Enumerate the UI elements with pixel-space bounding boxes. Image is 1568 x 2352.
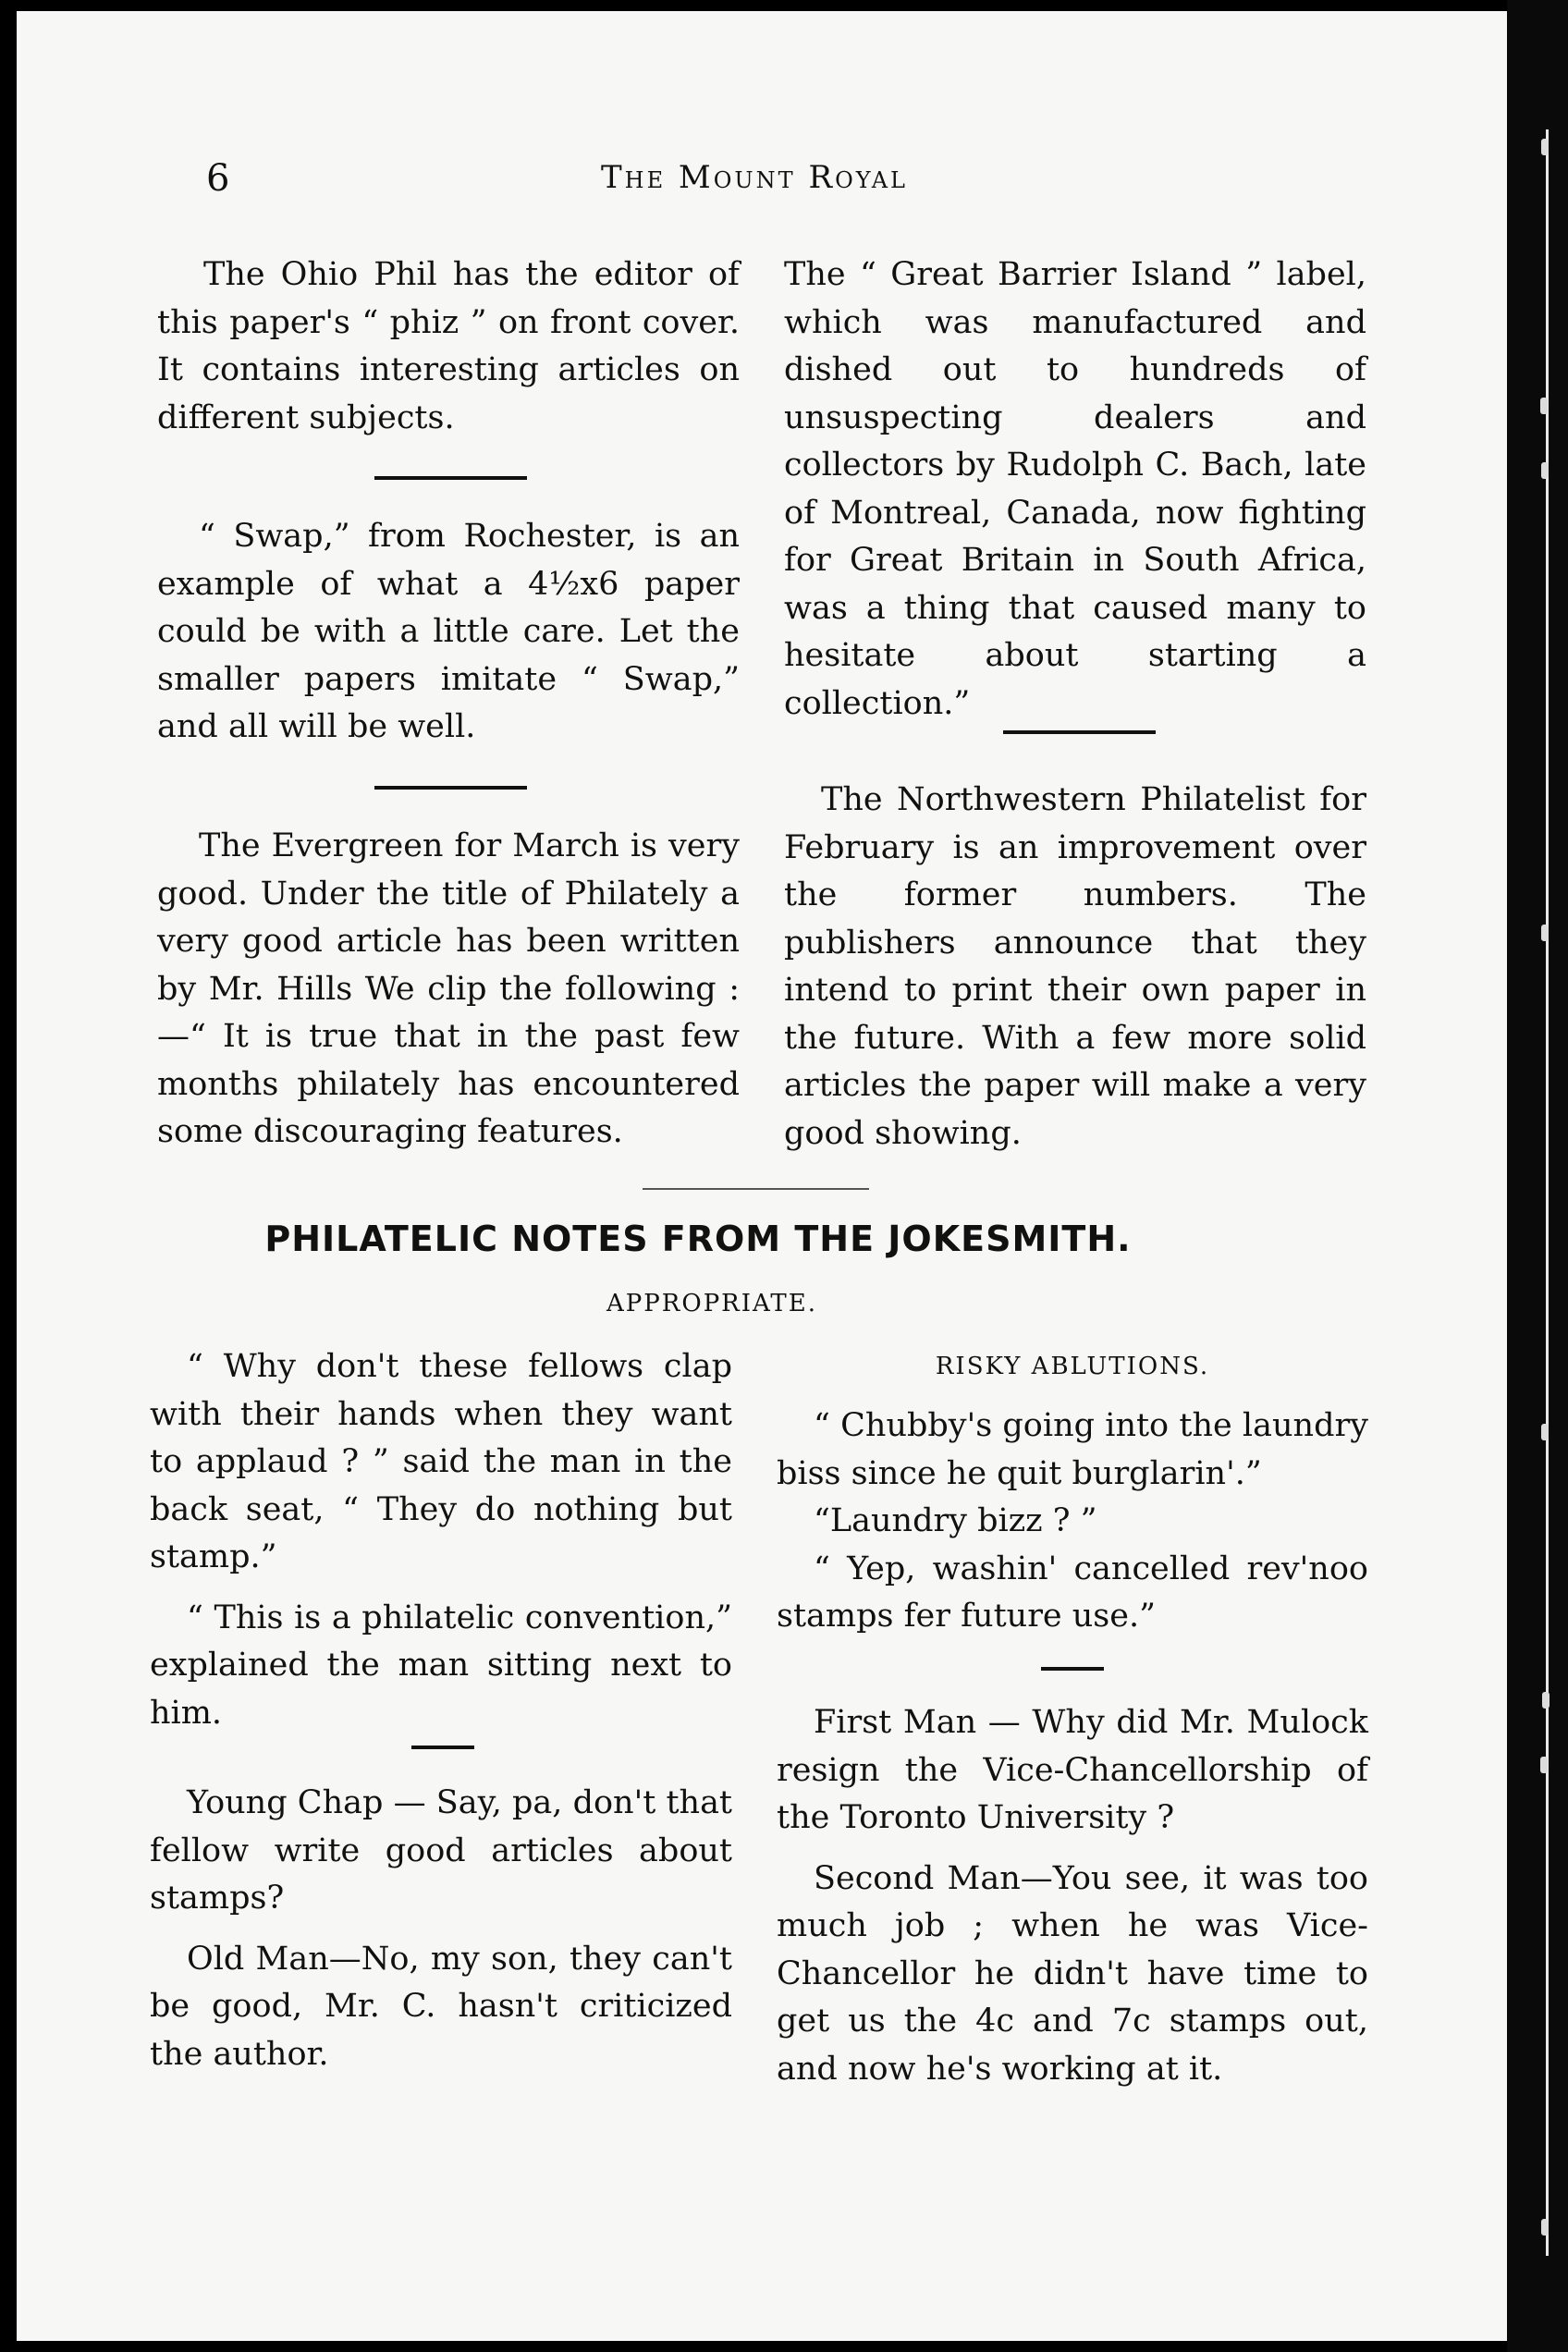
binding-mark: [1540, 1757, 1548, 1773]
review-ohio: [157, 251, 740, 442]
binding-mark: [1541, 2219, 1549, 2236]
section-divider: [374, 476, 527, 480]
binding-edge: [1507, 0, 1568, 2352]
review-barrier-text: The “ Great Barrier Island ” label, which was manufactured and dished out to hundreds of unsuspecting dealers and collectors by Rudolph C. Bach, late of Montreal, Canada, now fighting for Great Britain in South Africa, was a thing that caused many to hesitate about starting a collection.”: [784, 256, 1366, 722]
joke-appropriate-p2: “ This is a philatelic convention,” explained the man sitting next to him.: [150, 1599, 732, 1732]
joke-appropriate: [150, 1343, 732, 1737]
joke-divider: [411, 1746, 474, 1749]
review-ohio-text: The Ohio Phil has the editor of this paper's “ phiz ” on front cover. It contains interesting articles on different subjects.: [157, 256, 740, 436]
joke-appropriate-p1: “ Why don't these fellows clap with their hands when they want to applaud ? ” said the man in the back seat, “ They do nothing but stamp.”: [150, 1348, 732, 1575]
binding-mark: [1541, 139, 1549, 155]
binding-mark: [1541, 925, 1549, 941]
binding-mark: [1542, 1692, 1550, 1709]
joke-risky-p3: “ Yep, washin' cancelled rev'noo stamps fer future use.”: [777, 1550, 1368, 1635]
section-divider: [374, 786, 527, 790]
section-divider: [1003, 730, 1156, 734]
joke-young-chap-p1: Young Chap — Say, pa, don't that fellow write good articles about stamps?: [150, 1784, 732, 1917]
joke-risky-p2: “Laundry bizz ? ”: [814, 1502, 1097, 1539]
binding-line: [1546, 129, 1549, 2256]
section-title: PHILATELIC NOTES FROM THE JOKESMITH.: [264, 1219, 1132, 1259]
joke-first-man-p2: Second Man—You see, it was too much job ; when he was Vice-Chancellor he didn't have time to get us the 4c and 7c stamps out, and now he's working at it.: [777, 1859, 1368, 2088]
appropriate-heading: APPROPRIATE.: [606, 1290, 817, 1317]
review-evergreen: [157, 823, 740, 1157]
joke-young-chap-p2: Old Man—No, my son, they can't be good, Mr. C. hasn't criticized the author.: [150, 1940, 732, 2073]
review-barrier: [784, 251, 1366, 728]
page-number: 6: [206, 157, 230, 200]
binding-mark: [1540, 398, 1548, 414]
column-end-rule: [643, 1188, 869, 1190]
joke-first-man: [777, 1699, 1368, 2093]
joke-divider: [1041, 1667, 1104, 1671]
joke-young-chap: [150, 1780, 732, 2078]
review-evergreen-text: The Evergreen for March is very good. Under the title of Philately a very good article has been written by Mr. Hills We clip the following :—“ It is true that in the past few months philately has encountered some discouraging features.: [157, 827, 740, 1150]
binding-mark: [1541, 462, 1549, 479]
review-swap-text: “ Swap,” from Rochester, is an example of what a 4½x6 paper could be with a little care. Let the smaller papers imitate “ Swap,” and all will be well.: [157, 518, 740, 745]
joke-risky-p1: “ Chubby's going into the laundry biss since he quit burglarin'.”: [777, 1407, 1368, 1492]
binding-mark: [1541, 1424, 1549, 1440]
risky-heading: RISKY ABLUTIONS.: [935, 1353, 1210, 1380]
running-title: The Mount Royal: [601, 159, 908, 196]
joke-first-man-p1: First Man — Why did Mr. Mulock resign the Vice-Chancellorship of the Toronto University ?: [777, 1704, 1368, 1836]
review-northwestern: [784, 777, 1366, 1158]
joke-risky: [777, 1403, 1368, 1641]
review-northwestern-text: The Northwestern Philatelist for February is an improvement over the former numbers. The publishers announce that they intend to print their own paper in the future. With a few more solid articles the paper will make a very good showing.: [784, 781, 1366, 1152]
review-swap: [157, 513, 740, 752]
